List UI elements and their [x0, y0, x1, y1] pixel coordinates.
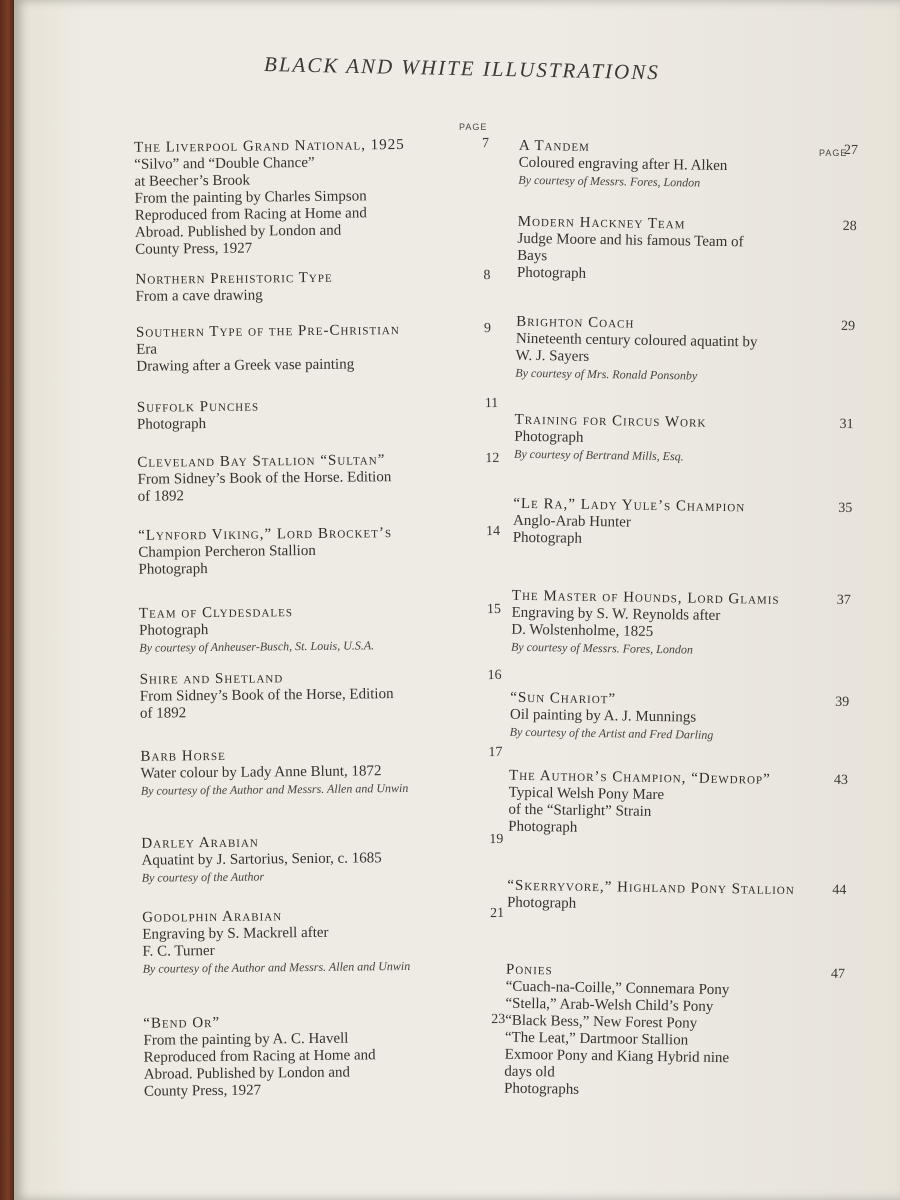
illustration-entry — [517, 214, 744, 286]
illustration-description-line: Exmoor Pony and Kiang Hybrid nine — [504, 1046, 730, 1067]
illustration-title: “Le Ra,” Lady Yule’s Champion — [513, 495, 746, 516]
illustration-description-line: of 1892 — [137, 488, 185, 505]
illustration-title: Training for Circus Work — [514, 411, 707, 431]
illustration-entry — [143, 1013, 376, 1100]
page-number: 16 — [487, 667, 502, 684]
illustration-description-line: days old — [504, 1063, 555, 1081]
illustration-title: The Liverpool Grand National, 1925 — [133, 136, 405, 156]
illustration-description-line: Photographs — [503, 1080, 580, 1098]
page-number: 43 — [833, 772, 849, 789]
illustration-description-line: Era — [136, 341, 158, 358]
illustration-credit: By courtesy of Mrs. Ronald Ponsonby — [515, 365, 698, 383]
illustration-title: “Sun Chariot” — [510, 689, 617, 708]
illustration-description-line: Nineteenth century coloured aquatint by — [515, 330, 758, 351]
illustration-entry — [515, 314, 758, 386]
page-number: 39 — [835, 694, 850, 711]
illustration-title: Barb Horse — [140, 747, 226, 765]
illustration-credit: By courtesy of Anheuser-Busch, St. Louis, U.S.A. — [139, 638, 375, 655]
illustration-title: Ponies — [505, 961, 553, 979]
illustration-entry — [141, 833, 382, 887]
page-number: 23 — [491, 1011, 506, 1028]
illustration-description-line: County Press, 1927 — [143, 1082, 262, 1100]
page-number: 17 — [488, 744, 503, 761]
page-number: 47 — [830, 966, 846, 982]
illustration-description-line: Abroad. Published by London and — [143, 1064, 351, 1083]
illustration-title: A Tandem — [518, 137, 591, 155]
illustration-description-line: Typical Welsh Pony Mare — [508, 784, 665, 804]
illustration-title: Darley Arabian — [141, 834, 259, 852]
illustration-entry — [137, 398, 260, 433]
illustration-description-line: From Sidney’s Book of the Horse. Edition — [137, 469, 392, 488]
page-number: 27 — [843, 142, 858, 159]
page-number: 9 — [483, 321, 492, 337]
illustration-description-line: “Silvo” and “Double Chance” — [134, 154, 315, 173]
page-number: 12 — [485, 450, 500, 467]
illustration-description-line: Photograph — [506, 894, 577, 912]
illustration-entry — [137, 452, 391, 506]
illustration-title: Shire and Shetland — [139, 670, 284, 688]
illustration-entry — [507, 878, 795, 917]
illustration-credit: By courtesy of the Author and Messrs. Allen and Unwin — [142, 958, 411, 976]
illustration-description-line: Photograph — [514, 428, 584, 446]
illustration-description-line: “Stella,” Arab-Welsh Child’s Pony — [505, 995, 714, 1015]
illustration-title: Godolphin Arabian — [142, 908, 283, 926]
illustration-credit: By courtesy of the Artist and Fred Darling — [509, 724, 714, 742]
illustration-entry — [508, 768, 771, 840]
illustration-description-line: D. Wolstenholme, 1825 — [511, 621, 654, 640]
illustration-description-line: Champion Percheron Stallion — [138, 542, 316, 561]
page-number: 7 — [481, 136, 490, 152]
illustration-description-line: Reproduced from Racing at Home and — [134, 205, 367, 224]
illustration-description-line: Engraving by S. W. Reynolds after — [511, 604, 721, 624]
illustration-entry — [140, 745, 481, 800]
illustration-entry — [504, 962, 731, 1102]
illustration-entry — [518, 138, 727, 192]
page-number: 14 — [486, 523, 501, 540]
illustration-entry — [139, 603, 374, 656]
page-number: 44 — [832, 882, 847, 898]
illustration-credit: By courtesy of Bertrand Mills, Esq. — [513, 446, 684, 464]
page-number: 37 — [836, 592, 851, 609]
illustration-entry — [138, 525, 392, 579]
illustration-entry — [142, 906, 483, 978]
illustration-entry — [513, 496, 746, 551]
illustration-title: Modern Hackney Team — [517, 213, 686, 233]
illustration-title: Suffolk Punches — [136, 398, 260, 416]
illustration-credit: By courtesy of Messrs. Fores, London — [518, 172, 701, 190]
illustration-description-line: “Black Bess,” New Forest Pony — [505, 1012, 698, 1032]
illustration-description-line: Oil painting by A. J. Munnings — [509, 706, 697, 726]
illustration-description-line: Engraving by S. Mackrell after — [142, 924, 329, 943]
illustration-description-line: Water colour by Lady Anne Blunt, 1872 — [140, 763, 382, 782]
illustration-entry — [140, 669, 394, 723]
page-number: 19 — [489, 831, 504, 848]
page-number: 35 — [838, 500, 853, 517]
page-number: 8 — [483, 268, 491, 284]
illustration-credit: By courtesy of the Author and Messrs. Allen and Unwin — [140, 780, 409, 798]
illustration-description-line: “The Leat,” Dartmoor Stallion — [504, 1029, 689, 1049]
illustration-description-line: From the painting by A. C. Havell — [143, 1030, 349, 1049]
illustration-description-line: Bays — [517, 247, 548, 265]
illustration-description-line: Aquatint by J. Sartorius, Senior, c. 1685 — [141, 850, 382, 869]
illustration-description-line: Photograph — [512, 529, 583, 547]
illustration-description-line: From the painting by Charles Simpson — [134, 188, 367, 207]
illustration-title: The Master of Hounds, Lord Glamis — [511, 587, 780, 608]
page-number: 28 — [842, 218, 857, 235]
illustration-description-line: Photograph — [138, 561, 208, 578]
illustration-title: Southern Type of the Pre-Christian — [135, 322, 400, 341]
illustration-description-line: Reproduced from Racing at Home and — [143, 1047, 376, 1066]
page-number: 15 — [486, 601, 502, 618]
illustration-description-line: Coloured engraving after H. Alken — [518, 154, 728, 175]
page-number: 31 — [839, 416, 854, 433]
illustration-description-line: Photograph — [508, 818, 578, 836]
illustration-credit: By courtesy of Messrs. Fores, London — [510, 639, 694, 657]
illustration-description-line: Abroad. Published by London and — [134, 222, 342, 241]
illustration-description-line: Anglo-Arab Hunter — [512, 512, 632, 531]
illustration-description-line: From a cave drawing — [135, 287, 263, 305]
illustration-title: Team of Clydesdales — [138, 604, 294, 622]
illustration-title: Brighton Coach — [516, 313, 635, 332]
page-number: 11 — [484, 395, 499, 412]
book-page — [14, 0, 900, 1200]
illustration-entry — [136, 322, 400, 376]
illustration-description-line: Judge Moore and his famous Team of — [517, 230, 744, 251]
illustration-description-line: W. J. Sayers — [515, 347, 590, 365]
page-number: 21 — [490, 905, 505, 922]
illustration-description-line: at Beecher’s Brook — [134, 172, 251, 190]
illustration-entry — [511, 588, 780, 660]
illustration-description-line: of 1892 — [139, 705, 187, 722]
illustration-title: Northern Prehistoric Type — [135, 269, 333, 288]
illustration-title: “Lynford Viking,” Lord Brocket’s — [138, 525, 393, 544]
illustration-entry — [510, 690, 714, 744]
illustration-description-line: County Press, 1927 — [135, 240, 253, 258]
page-column-label-right: PAGE — [819, 148, 848, 158]
illustration-description-line: From Sidney’s Book of the Horse, Edition — [139, 686, 394, 705]
illustration-title: “Bend Or” — [143, 1014, 221, 1032]
illustration-description-line: Drawing after a Greek vase painting — [136, 356, 355, 375]
illustration-title: “Skerryvore,” Highland Pony Stallion — [507, 877, 795, 899]
illustration-description-line: of the “Starlight” Strain — [508, 801, 652, 820]
illustration-title: Cleveland Bay Stallion “Sultan” — [137, 452, 386, 471]
illustration-description-line: Photograph — [139, 622, 209, 639]
illustration-title: The Author’s Champion, “Dewdrop” — [508, 767, 771, 788]
illustration-entry — [135, 270, 333, 306]
illustration-credit: By courtesy of the Author — [141, 869, 265, 885]
illustration-description-line: Photograph — [136, 416, 207, 433]
page-title: BLACK AND WHITE ILLUSTRATIONS — [263, 52, 660, 85]
page-number: 29 — [840, 318, 856, 335]
illustration-entry — [134, 137, 406, 259]
page-column-label-left: PAGE — [459, 122, 488, 132]
illustration-description-line: “Cuach-na-Coille,” Connemara Pony — [505, 978, 730, 999]
illustration-description-line: Photograph — [516, 264, 587, 282]
illustration-description-line: F. C. Turner — [142, 942, 215, 960]
illustration-entry — [514, 412, 707, 466]
